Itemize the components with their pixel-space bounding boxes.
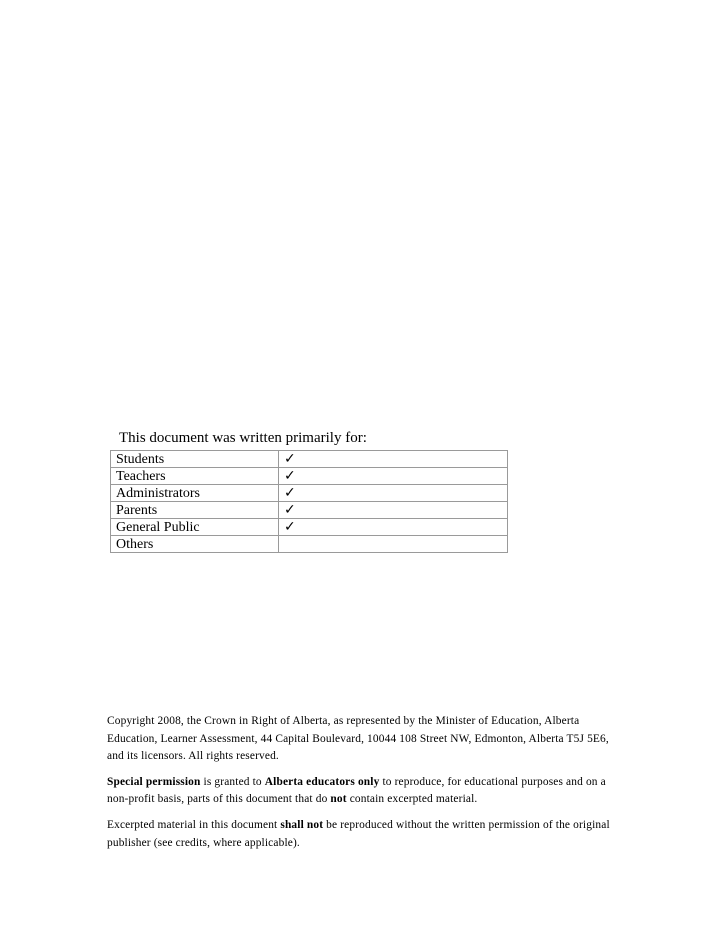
excerpt-text: be reproduced without the written permission of the original publisher (see credits, where applicable). [107, 818, 610, 849]
excerpt-bold-text: shall not [280, 818, 324, 831]
table-row [111, 502, 508, 519]
permission-bold-text: not [330, 793, 347, 806]
legal-notice [107, 713, 623, 860]
table-row [111, 468, 508, 485]
permission-paragraph [107, 774, 623, 809]
audience-group-cell: Students [111, 451, 279, 468]
audience-group-cell: General Public [111, 519, 279, 536]
checkmark-icon: ✓ [279, 519, 508, 536]
permission-bold-text: Alberta educators only [264, 775, 380, 788]
excerpt-paragraph [107, 817, 623, 852]
checkmark-icon: ✓ [279, 468, 508, 485]
checkmark-icon: ✓ [279, 502, 508, 519]
permission-text: contain excerpted material. [346, 793, 478, 806]
table-row [111, 485, 508, 502]
permission-text: is granted to [200, 775, 265, 788]
permission-bold-text: Special permission [107, 775, 201, 788]
audience-group-cell: Parents [111, 502, 279, 519]
table-row [111, 536, 508, 553]
copyright-paragraph: Copyright 2008, the Crown in Right of Alberta, as represented by the Minister of Education, Alberta Education, Learner Assessment, 44 Capital Boulevard, 10044 108 Street NW, Edmonton, Alberta T5J 5E6, and its licensors. All rights reserved. [107, 715, 609, 763]
checkmark-icon: ✓ [279, 485, 508, 502]
audience-heading: This document was written primarily for: [119, 430, 367, 446]
excerpt-text: Excerpted material in this document [107, 818, 281, 831]
audience-group-cell: Teachers [111, 468, 279, 485]
audience-group-cell: Others [111, 536, 279, 553]
checkmark-icon: ✓ [279, 451, 508, 468]
audience-section [110, 429, 508, 553]
table-row [111, 519, 508, 536]
permission-text: to reproduce, for educational purposes and on a non-profit basis, parts of this document that do [107, 775, 606, 806]
table-row [111, 451, 508, 468]
audience-group-cell: Administrators [111, 485, 279, 502]
empty-check-cell [279, 536, 508, 553]
audience-table [110, 450, 508, 553]
